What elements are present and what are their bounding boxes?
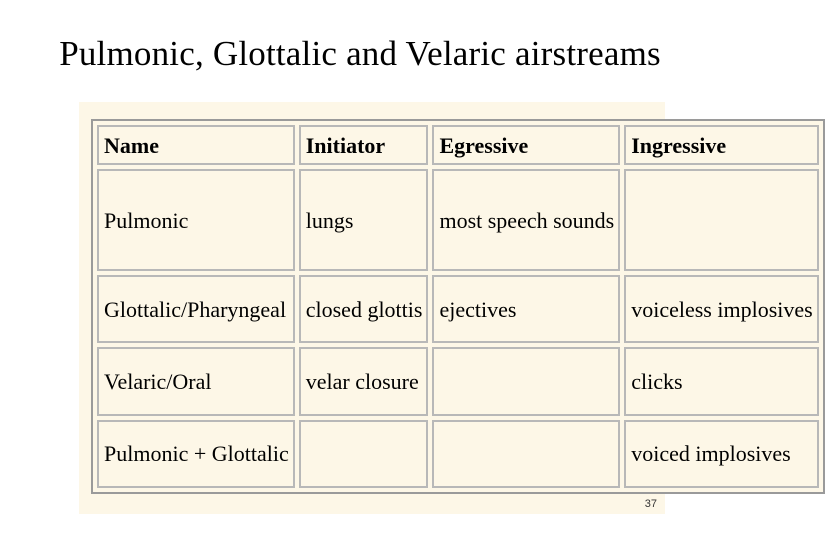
table-row [97,420,819,488]
header-ingressive: Ingressive [624,125,818,165]
cell-initiator: velar closure [299,347,429,415]
airstream-table [91,119,825,494]
table-row [97,169,819,271]
cell-egressive: ejectives [432,275,620,343]
cell-egressive: most speech sounds [432,169,620,271]
cell-name: Velaric/Oral [97,347,295,415]
header-egressive: Egressive [432,125,620,165]
slide-title: Pulmonic, Glottalic and Velaric airstreams [59,34,661,73]
cell-name: Pulmonic [97,169,295,271]
cell-name: Pulmonic + Glottalic [97,420,295,488]
cell-name: Glottalic/Pharyngeal [97,275,295,343]
header-name: Name [97,125,295,165]
table-row [97,347,819,415]
table-header-row [97,125,819,165]
table-row [97,275,819,343]
page-number: 37 [644,498,657,510]
header-initiator: Initiator [299,125,429,165]
cell-initiator: lungs [299,169,429,271]
cell-egressive [432,420,620,488]
cell-egressive [432,347,620,415]
cell-ingressive [624,169,818,271]
cell-initiator: closed glottis [299,275,429,343]
table-image-panel [79,102,813,514]
cell-initiator [299,420,429,488]
cell-ingressive: voiced implosives [624,420,818,488]
cell-ingressive: clicks [624,347,818,415]
cell-ingressive: voiceless implosives [624,275,818,343]
